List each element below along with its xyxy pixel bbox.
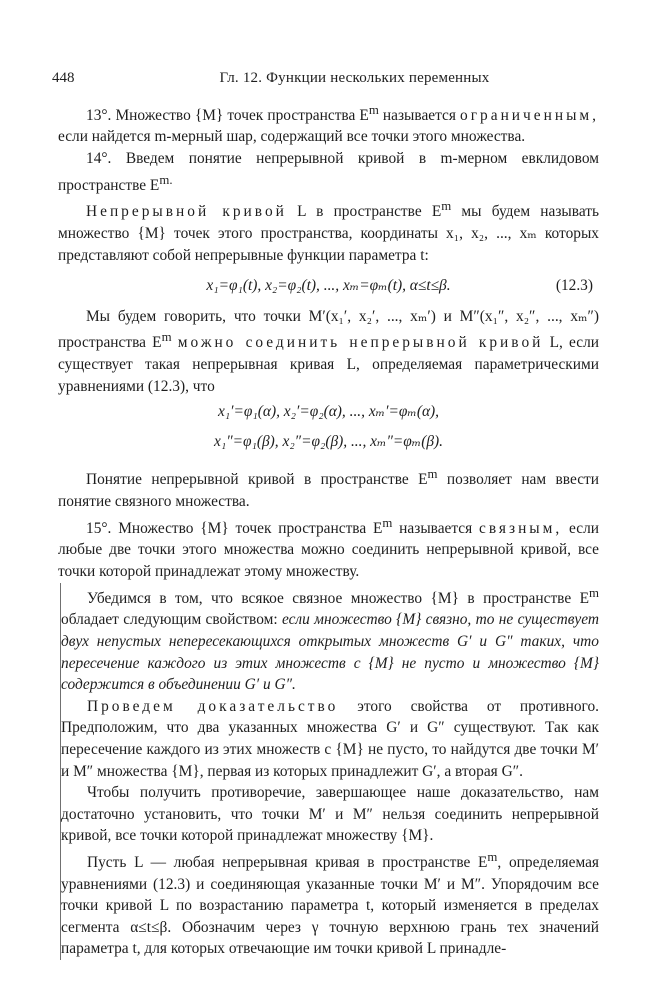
paragraph-last: Пусть L — любая непрерывная кривая в пространстве $E^m$, определяемая уравнениями (12.3) и соединяющая указанные точки M′ и M″. Упорядочим все точки кривой L по возрастанию параметра t, который изменяется в пределах сегмента α≤t≤β. Обозначим через γ точную верхнюю грань тех значений параметра t, для которых отвечающие им точки кривой L принадле- [61,849,599,958]
chapter-title: Гл. 12. Функции нескольких переменных [219,70,490,86]
equation-alpha: x₁′=φ₁(α), x₂′=φ₂(α), ..., xₘ′=φₘ(α), [217,403,440,421]
paragraph-concept: Понятие непрерывной кривой в пространстве $E^m$ позволяет нам ввести понятие связного множества. [58,467,599,511]
equation-beta: x₁″=φ₁(β), x₂″=φ₂(β), ..., xₘ″=φₘ(β). [214,432,443,450]
equation-number: (12.3) [555,277,593,295]
equation-12-3: x₁=φ₁(t), x₂=φ₂(t), ..., xₘ=φₘ(t), α≤t≤β. (12.3) [58,275,599,297]
paragraph-contradiction: Чтобы получить противоречие, завершающее наше доказательство, нам достаточно установить, что точки M′ и M″ нельзя соединить непрерывной кривой, все точки которой принадлежат множеству {M}. [61,784,599,845]
paragraph-13: 13°. Множество {M} точек пространства $E^m$ называется ограниченным, если найдется m-мерный шар, содержащий все точки этого множества. [58,102,600,146]
proof-block [60,583,599,960]
paragraph-14: 14°. Введем понятие непрерывной кривой в m-мерном евклидовом пространстве $E^{m.}$ [58,149,599,194]
paragraph-proof: Проведем доказательство этого свойства от противного. Предположим, что два указанных множества G′ и G″ существуют. Так как пересечение каждого из этих множеств с {M} не пусто, то найдутся две точки M′ и M″ множества {M}, первая из которых принадлежит G′, а вторая G″. [61,697,599,780]
paragraph-claim: Убедимся в том, что всякое связное множество {M} в пространстве $E^m$ обладает следующим свойством: если множество {M} связно, то не существует двух непустых непересекающихся открытых множеств G′ и G″ таких, что пересечение каждого из этих множеств с {M} не пусто и множество {M} содержится в объединении G′ и G″. [61,585,599,694]
paragraph-15: 15°. Множество {M} точек пространства $E^m$ называется связным, если любые две точки этого множества можно соединить непрерывной кривой, все точки которой принадлежат этому множеству. [58,515,599,581]
page-number: 448 [52,70,75,86]
page-header [52,68,599,90]
paragraph-connect: Мы будем говорить, что точки M′(x₁′, x₂′, ..., xₘ′) и M″(x₁″, x₂″, ..., xₘ″) пространства $E^m$ можно соединить непрерывной кривой L, если существует такая непрерывная кривая L, определяемая параметрическими уравнениями (12.3), что [58,307,599,395]
paragraph-curve-definition: Непрерывной кривой L в пространстве $E^m$ мы будем называть множество {M} точек этого пространства, координаты x₁, x₂, ..., xₘ которых представляют собой непрерывные функции параметра t: [58,199,599,264]
